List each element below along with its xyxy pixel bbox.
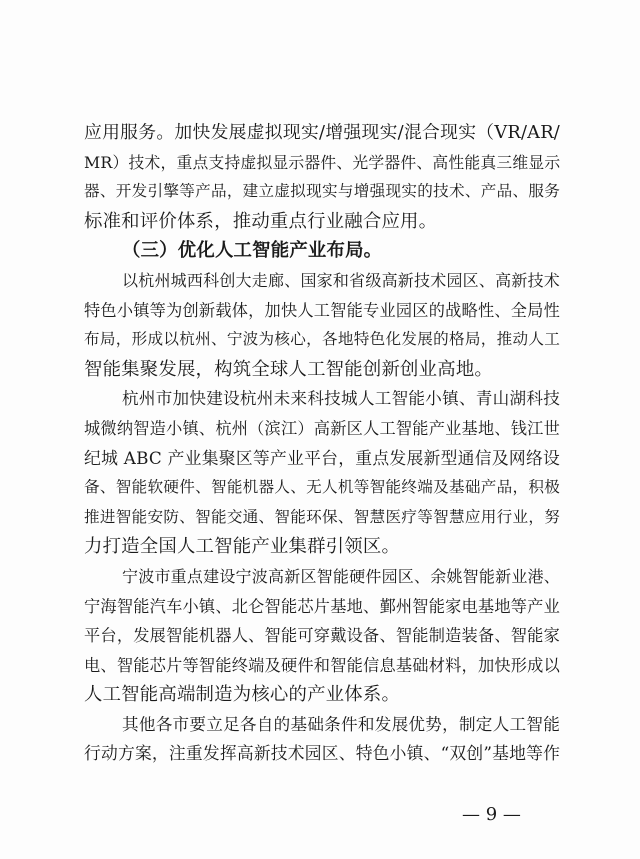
text-line: 电、智能芯片等智能终端及硬件和智能信息基础材料，加快形成以 <box>84 655 560 675</box>
paragraph-other-cities <box>84 710 560 769</box>
text-line: 平台，发展智能机器人、智能可穿戴设备、智能制造装备、智能家 <box>84 626 560 646</box>
paragraph-layout <box>84 266 560 384</box>
text-line: 备、智能软硬件、智能机器人、无人机等智能终端及基础产品，积极 <box>84 478 560 497</box>
document-body <box>84 118 560 769</box>
text-line: 其他各市要立足各自的基础条件和发展优势，制定人工智能 <box>122 714 560 734</box>
text-line: 纪城 ABC 产业集聚区等产业平台，重点发展新型通信及网络设 <box>84 447 560 468</box>
text-line: 器、开发引擎等产品，建立虚拟现实与增强现实的技术、产品、服务 <box>84 182 560 201</box>
paragraph-ningbo <box>84 562 560 710</box>
text-line: 特色小镇等为创新载体，加快人工智能专业园区的战略性、全局性 <box>84 300 560 320</box>
text-line: 应用服务。加快发展虚拟现实/增强现实/混合现实（VR/AR/ <box>84 122 560 143</box>
paragraph-hangzhou <box>84 384 560 562</box>
text-line: 人工智能高端制造为核心的产业体系。 <box>84 684 401 706</box>
text-line: 杭州市加快建设杭州未来科技城人工智能小镇、青山湖科技 <box>122 389 560 409</box>
text-line: 布局，形成以杭州、宁波为核心，各地特色化发展的格局，推动人工 <box>84 330 560 349</box>
text-line: 推进智能安防、智能交通、智能环保、智慧医疗等智慧应用行业，努 <box>84 507 560 526</box>
paragraph-vr-ar <box>84 118 560 236</box>
text-line: 以杭州城西科创大走廊、国家和省级高新技术园区、高新技术 <box>122 270 560 290</box>
text-line: 宁海智能汽车小镇、北仑智能芯片基地、鄞州智能家电基地等产业 <box>84 596 560 616</box>
section-heading-text: （三）优化人工智能产业布局。 <box>122 240 383 262</box>
text-line: MR）技术，重点支持虚拟显示器件、光学器件、高性能真三维显示 <box>84 152 561 172</box>
text-line: 宁波市重点建设宁波高新区智能硬件园区、余姚智能新业港、 <box>122 566 560 586</box>
page-number: — 9 — <box>462 804 521 825</box>
text-line: 力打造全国人工智能产业集群引领区。 <box>84 536 401 558</box>
text-line: 行动方案，注重发挥高新技术园区、特色小镇、“双创”基地等作 <box>84 743 561 764</box>
text-line: 标准和评价体系，推动重点行业融合应用。 <box>84 210 438 232</box>
text-line: 城微纳智造小镇、杭州（滨江）高新区人工智能产业基地、钱江世 <box>84 418 560 438</box>
section-heading <box>84 236 560 266</box>
text-line: 智能集聚发展，构筑全球人工智能创新创业高地。 <box>84 358 493 380</box>
